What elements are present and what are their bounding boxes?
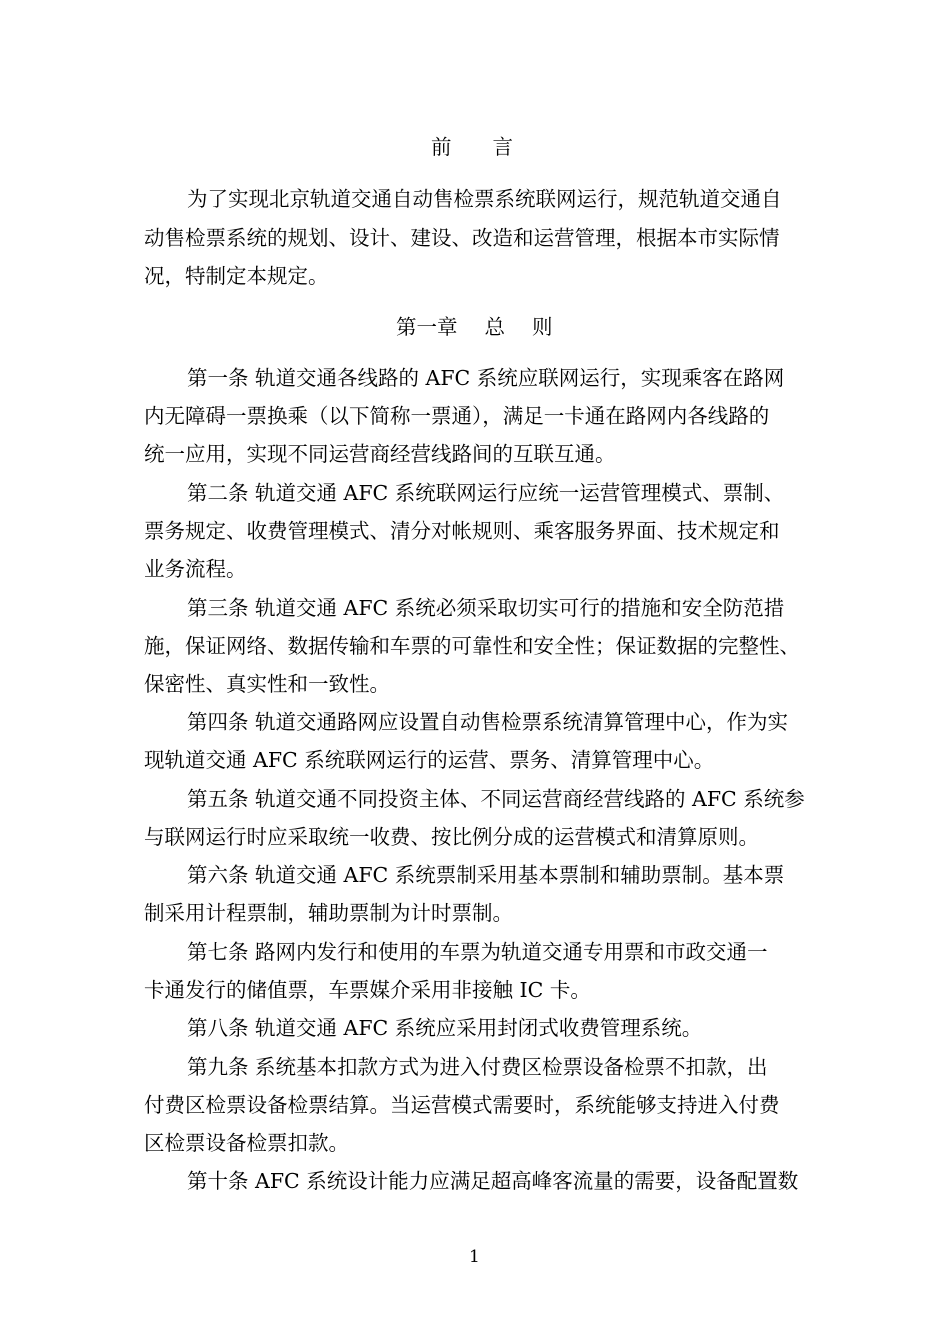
article-line: 现轨道交通 AFC 系统联网运行的运营、票务、清算管理中心。	[144, 748, 715, 772]
article-line: 第一条 轨道交通各线路的 AFC 系统应联网运行，实现乘客在路网	[187, 366, 785, 390]
article-line: 第八条 轨道交通 AFC 系统应采用封闭式收费管理系统。	[187, 1016, 703, 1040]
article-line: 付费区检票设备检票结算。当运营模式需要时，系统能够支持进入付费	[144, 1093, 780, 1117]
page-number: 1	[469, 1247, 480, 1267]
article-line: 第七条 路网内发行和使用的车票为轨道交通专用票和市政交通一	[187, 940, 768, 964]
article-line: 第五条 轨道交通不同投资主体、不同运营商经营线路的 AFC 系统参	[187, 787, 805, 811]
preface-title: 前 言	[431, 135, 513, 159]
article-line: 与联网运行时应采取统一收费、按比例分成的运营模式和清算原则。	[144, 825, 759, 849]
article-line: 第二条 轨道交通 AFC 系统联网运行应统一运营管理模式、票制、	[187, 481, 785, 505]
article-line: 第十条 AFC 系统设计能力应满足超高峰客流量的需要，设备配置数	[187, 1169, 799, 1193]
article-line: 区检票设备检票扣款。	[144, 1131, 349, 1155]
preface-line: 况，特制定本规定。	[144, 264, 329, 288]
chapter-title: 第一章 总 则	[396, 315, 553, 339]
article-line: 第六条 轨道交通 AFC 系统票制采用基本票制和辅助票制。基本票	[187, 863, 785, 887]
preface-line: 为了实现北京轨道交通自动售检票系统联网运行，规范轨道交通自	[187, 187, 782, 211]
article-line: 保密性、真实性和一致性。	[144, 672, 390, 696]
preface-line: 动售检票系统的规划、设计、建设、改造和运营管理，根据本市实际情	[144, 226, 780, 250]
article-line: 统一应用，实现不同运营商经营线路间的互联互通。	[144, 442, 616, 466]
article-line: 制采用计程票制，辅助票制为计时票制。	[144, 901, 513, 925]
article-line: 业务流程。	[144, 557, 247, 581]
article-line: 票务规定、收费管理模式、清分对帐规则、乘客服务界面、技术规定和	[144, 519, 780, 543]
article-line: 卡通发行的储值票，车票媒介采用非接触 IC 卡。	[144, 978, 591, 1002]
article-line: 内无障碍一票换乘（以下简称一票通），满足一卡通在路网内各线路的	[144, 404, 770, 428]
article-line: 施，保证网络、数据传输和车票的可靠性和安全性；保证数据的完整性、	[144, 634, 800, 658]
article-line: 第四条 轨道交通路网应设置自动售检票系统清算管理中心，作为实	[187, 710, 789, 734]
article-line: 第三条 轨道交通 AFC 系统必须采取切实可行的措施和安全防范措	[187, 596, 785, 620]
article-line: 第九条 系统基本扣款方式为进入付费区检票设备检票不扣款，出	[187, 1055, 768, 1079]
